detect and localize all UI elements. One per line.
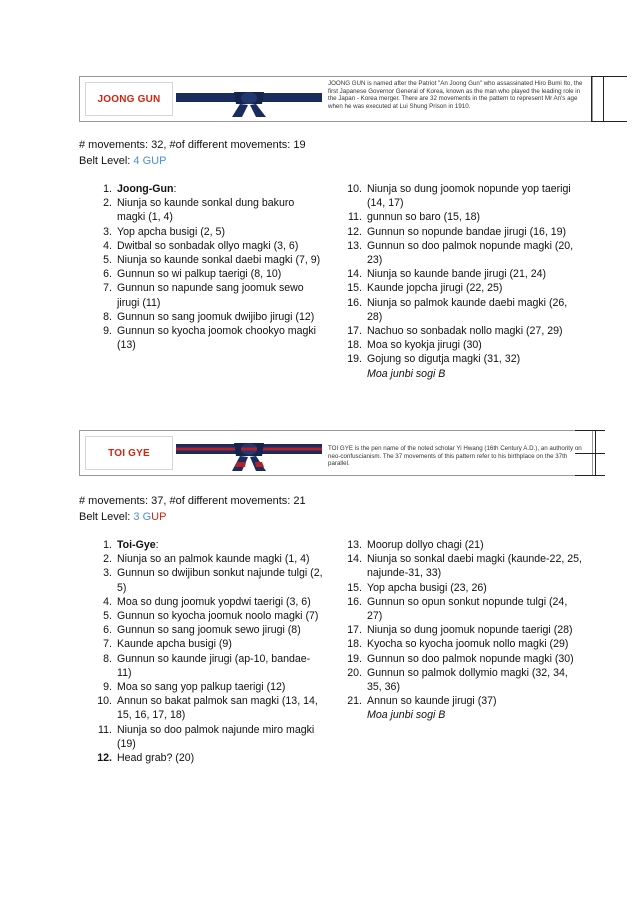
ending-stance: Moa junbi sogi B bbox=[367, 709, 446, 722]
list-item: 4. Dwitbal so sonbadak ollyo magki (3, 6) bbox=[103, 239, 299, 252]
belt-level-label: Belt Level: bbox=[79, 511, 134, 523]
belt-level-num: 4 bbox=[133, 155, 143, 167]
list-item: 13. Moorup dollyo chagi (21) bbox=[347, 539, 484, 551]
toi-gye-banner bbox=[79, 430, 593, 476]
list-item: 15. Kaunde jopcha jirugi (22, 25) bbox=[347, 282, 503, 295]
moves-list-left bbox=[94, 182, 324, 352]
pattern-description: JOONG GUN is named after the Patriot "An Joong Gun" who assassinated Hiro Bumi Ito, the first Japanese Governor General of Korea, known as the man who played the leading role in the Japan - Korea merger. There are 32 movements in the pattern to represent Mr An's age when he was executed at Lui Shung Prison in 1910. bbox=[328, 80, 583, 110]
moves-list-right bbox=[344, 182, 584, 381]
list-item: 10. Niunja so dung joomok nopunde yop taerigi (14, 17) bbox=[347, 183, 571, 210]
moves-list-right bbox=[344, 538, 584, 723]
list-item: 8. Gunnun so sang joomuk dwijibo jirugi (12) bbox=[103, 310, 315, 323]
list-item: 18. Moa so kyokja jirugi (30) bbox=[347, 339, 482, 352]
list-item: 5. Niunja so kaunde sonkal daebi magki (7, 9) bbox=[103, 254, 321, 267]
list-item: 5. Gunnun so kyocha joomuk noolo magki (7) bbox=[103, 610, 319, 623]
list-item: 2. Niunja so an palmok kaunde magki (1, 4) bbox=[103, 553, 310, 566]
belt-level bbox=[79, 154, 166, 169]
joong-gun-banner bbox=[79, 76, 593, 122]
list-item: 6. Gunnun so wi palkup taerigi (8, 10) bbox=[103, 268, 282, 281]
list-item: 18. Kyocha so kyocha joomuk nollo magki (29) bbox=[347, 638, 569, 651]
belt-level-g: G bbox=[142, 511, 152, 523]
list-item: 19. Gunnun so doo palmok nopunde magki (30) bbox=[347, 652, 574, 665]
list-item: 10. Annun so bakat palmok san magki (13, 14, 15, 16, 17, 18) bbox=[97, 695, 318, 722]
list-item: 8. Gunnun so kaunde jirugi (ap-10, bandae-11) bbox=[103, 652, 311, 679]
blue-red-belt-image bbox=[176, 434, 322, 472]
belt-level-num: 3 bbox=[133, 511, 143, 523]
pattern-name-label: TOI GYE bbox=[85, 436, 173, 470]
list-item: 12. Head grab? (20) bbox=[97, 752, 195, 765]
list-item: 7. Kaunde apcha busigi (9) bbox=[103, 638, 232, 651]
belt-level-up: UP bbox=[151, 511, 167, 523]
corner-bracket bbox=[575, 430, 605, 476]
list-item: 2. Niunja so kaunde sonkal dung bakuro magki (1, 4) bbox=[103, 197, 295, 224]
list-item: 13. Gunnun so doo palmok nopunde magki (20, 23) bbox=[347, 239, 574, 267]
belt-level bbox=[79, 510, 166, 525]
list-item: 7. Gunnun so napunde sang joomuk sewo jirugi (11) bbox=[103, 282, 304, 309]
list-item: 14. Niunja so sonkal daebi magki (kaunde-22, 25, najunde-31, 33) bbox=[347, 553, 582, 580]
movements-count: # movements: 37, #of different movements: 21 bbox=[79, 495, 306, 507]
list-item: 12. Gunnun so nopunde bandae jirugi (16, 19) bbox=[347, 225, 567, 238]
list-item: 17. Nachuo so sonbadak nollo magki (27, 29) bbox=[347, 325, 563, 338]
list-item: 14. Niunja so kaunde bande jirugi (21, 24) bbox=[347, 268, 547, 281]
list-item: 17. Niunja so dung joomuk nopunde taerigi (28) bbox=[347, 624, 573, 637]
list-item: 19. Gojung so digutja magki (31, 32) bbox=[347, 353, 521, 366]
belt-level-label: Belt Level: bbox=[79, 155, 134, 167]
list-item: 6. Gunnun so sang joomuk sewo jirugi (8) bbox=[103, 624, 301, 637]
list-item: 3. Gunnun so dwijibun sonkut najunde tulgi (2, 5) bbox=[103, 567, 323, 594]
list-item: 11. gunnun so baro (15, 18) bbox=[348, 211, 481, 224]
corner-bracket bbox=[591, 76, 627, 122]
list-item: 1. Joong-Gun: bbox=[103, 183, 177, 195]
list-item: 3. Yop apcha busigi (2, 5) bbox=[103, 225, 225, 238]
list-item: 20. Gunnun so palmok dollymio magki (32, 34, 35, 36) bbox=[347, 666, 568, 694]
list-item: 15. Yop apcha busigi (23, 26) bbox=[347, 581, 487, 594]
list-item: 16. Gunnun so opun sonkut nopunde tulgi (24, 27) bbox=[347, 595, 568, 623]
movements-count: # movements: 32, #of different movements: 19 bbox=[79, 139, 306, 151]
list-item: 1. Toi-Gye: bbox=[103, 539, 159, 551]
list-item: 11. Niunja so doo palmok najunde miro magki (19) bbox=[98, 723, 315, 750]
pattern-description: TOI GYE is the pen name of the noted scholar Yi Hwang (16th Century A.D.), an authority on neo-confuscianism. The 37 movements of this pattern refer to his birthplace on the 37th parallel. bbox=[328, 445, 582, 468]
moves-list-left bbox=[94, 538, 324, 765]
list-item: 21. Annun so kaunde jirugi (37) bbox=[347, 695, 497, 708]
pattern-name-label: JOONG GUN bbox=[85, 82, 173, 116]
list-item: 9. Gunnun so kyocha joomok chookyo magki (13) bbox=[103, 325, 317, 352]
list-item: 16. Niunja so palmok kaunde daebi magki (26, 28) bbox=[347, 296, 568, 323]
ending-stance: Moa junbi sogi B bbox=[367, 367, 446, 380]
list-item: 9. Moa so sang yop palkup taerigi (12) bbox=[103, 681, 286, 694]
blue-belt-image bbox=[176, 80, 322, 118]
list-item: 4. Moa so dung joomuk yopdwi taerigi (3, 6) bbox=[103, 595, 311, 608]
belt-level-gup: GUP bbox=[142, 155, 167, 167]
